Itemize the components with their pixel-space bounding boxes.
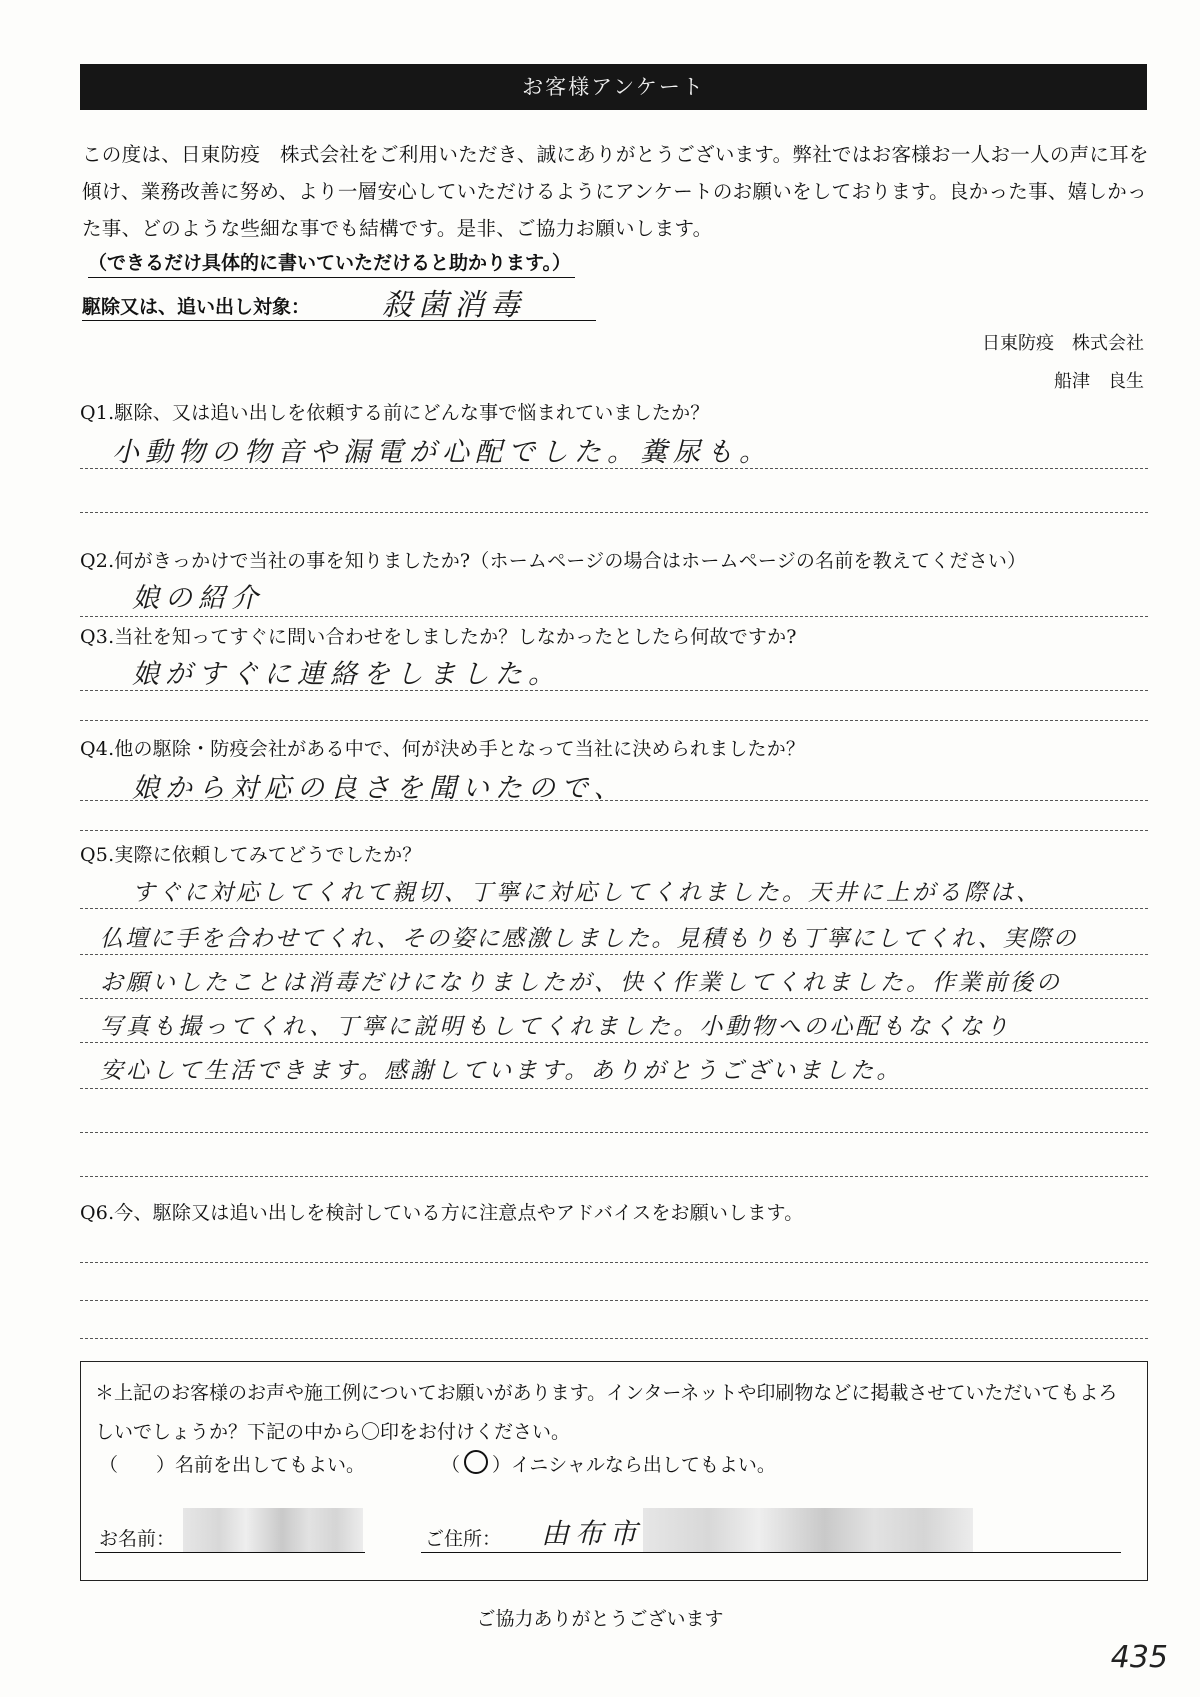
answer-5-line-1[interactable]: すぐに対応してくれて親切、丁寧に対応してくれました。天井に上がる際は、 [132, 880, 1042, 906]
answer-line [80, 690, 1148, 691]
address-city: 由布市 [541, 1517, 644, 1550]
company-name: 日東防疫 株式会社 [982, 333, 1144, 354]
answer-line [80, 1132, 1148, 1133]
name-redacted [183, 1508, 363, 1552]
option-initial-open-label: ）イニシャルなら出してもよい。 [492, 1454, 776, 1476]
intro-note: （できるだけ具体的に書いていただけると助かります。） [88, 248, 575, 278]
company-person: 船津 良生 [1054, 371, 1144, 392]
consent-box [80, 1361, 1148, 1581]
option-name-open[interactable]: （ ）名前を出してもよい。 [99, 1454, 366, 1476]
answer-5-line-3[interactable]: お願いしたことは消毒だけになりましたが、快く作業してくれました。作業前後の [100, 970, 1062, 996]
answer-line [80, 1088, 1148, 1089]
question-3: Q3.当社を知ってすぐに問い合わせをしましたか？しなかったとしたら何故ですか? [80, 626, 797, 648]
name-field[interactable] [95, 1514, 365, 1553]
answer-4-line-1[interactable]: 娘から対応の良さを聞いたので、 [132, 773, 627, 804]
question-6: Q6.今、駆除又は追い出しを検討している方に注意点やアドバイスをお願いします。 [80, 1202, 804, 1224]
intro-text: この度は、日東防疫 株式会社をご利用いただき、誠にありがとうございます。弊社ではお客様お一人お一人の声に耳を傾け、業務改善に努め、より一層安心していただけるようにアンケートのお願いをしております。良かった事、嬉しかった事、どのような些細な事でも結構です。是非、ご協力お願いします。 [82, 143, 1149, 240]
target-value: 殺菌消毒 [382, 288, 526, 323]
company-block [982, 325, 1144, 401]
answer-line [80, 720, 1148, 721]
option-initial-open-paren: （ [441, 1454, 461, 1476]
question-5: Q5.実際に依頼してみてどうでしたか？ [80, 844, 422, 866]
option-initial-open[interactable] [441, 1450, 776, 1477]
answer-1-line-1[interactable]: 小動物の物音や漏電が心配でした。糞尿も。 [112, 437, 772, 468]
answer-line [80, 830, 1148, 831]
thanks-text: ご協力ありがとうございます [476, 1608, 724, 1630]
address-field[interactable] [421, 1514, 1121, 1553]
address-redacted [643, 1508, 973, 1552]
answer-line [80, 800, 1148, 801]
question-1: Q1.駆除、又は追い出しを依頼する前にどんな事で悩まれていましたか？ [80, 402, 710, 424]
answer-line [80, 954, 1148, 955]
answer-line [80, 1262, 1148, 1263]
answer-line [80, 1176, 1148, 1177]
answer-line [80, 616, 1148, 617]
answer-5-line-5[interactable]: 安心して生活できます。感謝しています。ありがとうございました。 [100, 1058, 903, 1084]
question-4: Q4.他の駆除・防疫会社がある中で、何が決め手となって当社に決められましたか？ [80, 738, 806, 760]
target-field[interactable] [82, 286, 596, 321]
page-number: 435 [1110, 1640, 1168, 1675]
address-label: ご住所： [425, 1528, 502, 1550]
name-label: お名前： [99, 1528, 176, 1550]
answer-5-line-2[interactable]: 仏壇に手を合わせてくれ、その姿に感激しました。見積もりも丁寧にしてくれ、実際の [100, 926, 1078, 952]
answer-line [80, 1300, 1148, 1301]
answer-line [80, 908, 1148, 909]
target-label: 駆除又は、追い出し対象： [82, 296, 311, 318]
question-2: Q2.何がきっかけで当社の事を知りましたか?（ホームページの場合はホームページの名前を教えてください） [80, 550, 1027, 572]
answer-line [80, 1338, 1148, 1339]
answer-3-line-1[interactable]: 娘がすぐに連絡をしました。 [132, 659, 561, 690]
answer-line [80, 1042, 1148, 1043]
answer-line [80, 998, 1148, 999]
survey-title: お客様アンケート [80, 64, 1147, 110]
answer-2-line-1[interactable]: 娘の紹介 [132, 583, 264, 614]
consent-text: ＊上記のお客様のお声や施工例についてお願いがあります。インターネットや印刷物などに掲載させていただいてもよろしいでしょうか？下記の中から〇印をお付けください。 [95, 1382, 1118, 1443]
answer-5-line-4[interactable]: 写真も撮ってくれ、丁寧に説明もしてくれました。小動物への心配もなくなり [100, 1014, 1012, 1040]
circle-mark-icon [464, 1450, 488, 1474]
answer-line [80, 468, 1148, 469]
answer-line [80, 512, 1148, 513]
